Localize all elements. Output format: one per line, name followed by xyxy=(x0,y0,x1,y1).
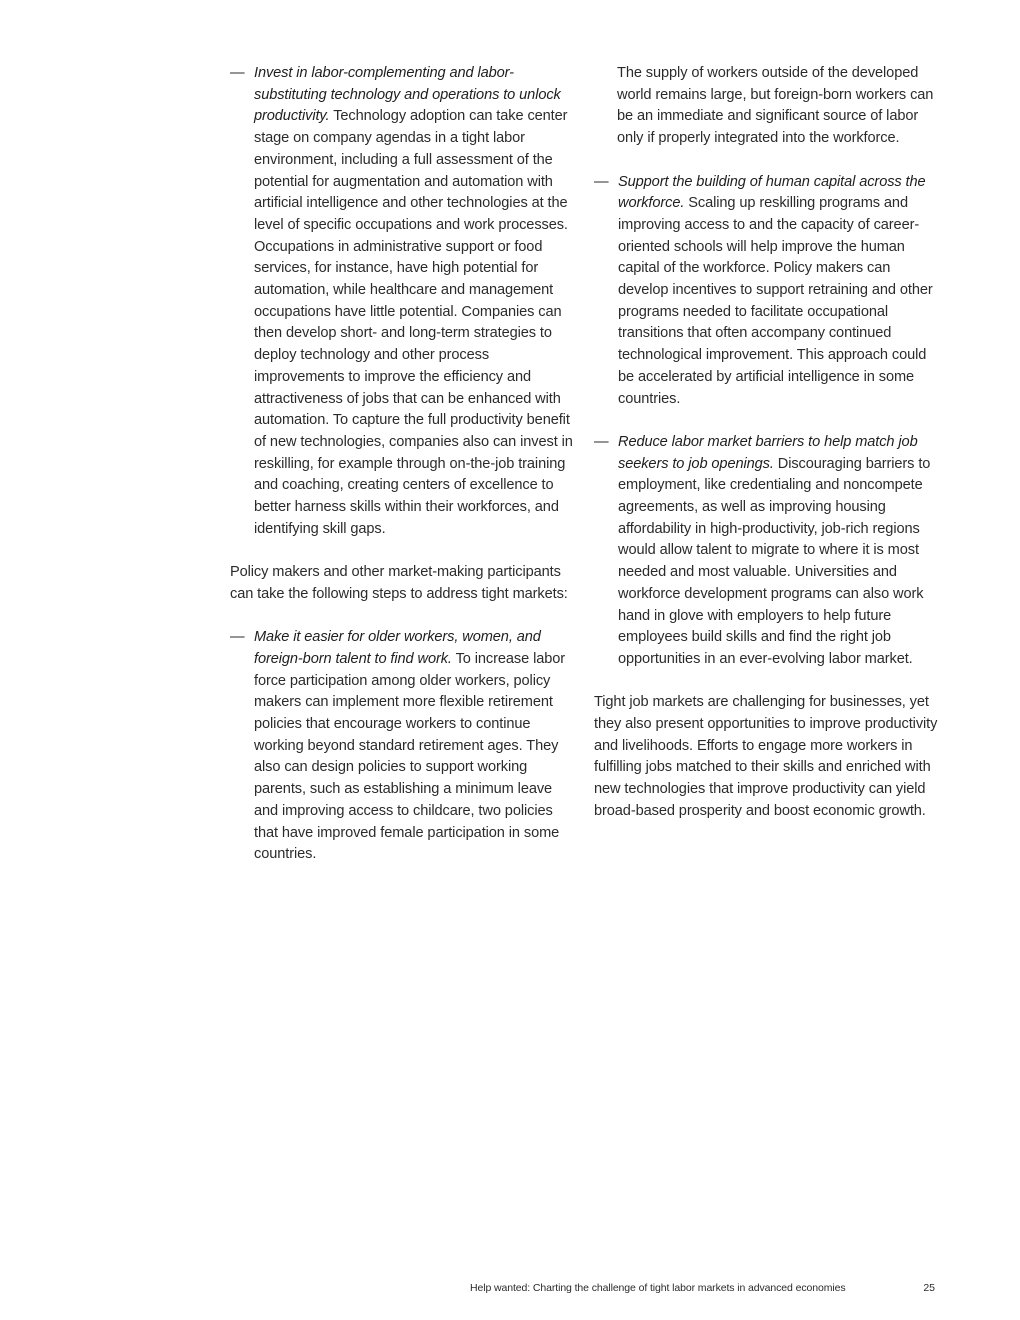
bullet-human-capital xyxy=(594,172,939,411)
bullet-body: Discouraging barriers to employment, like credentialing and noncompete agreements, as well as improving housing affordability in high-productivity, job-rich regions would allow talent to migrate to where it is most needed and most valuable. Universities and workforce development programs can also work hand in glove with employers to help future employees build skills and find the right job opportunities in an ever-evolving labor market. xyxy=(618,455,931,667)
bullet-text xyxy=(618,432,939,671)
bullet-body: Technology adoption can take center stage on company agendas in a tight labor environment, including a full assessment of the potential for augmentation and automation with artificial intelligence and other technologies at the level of specific occupations and work processes. Occupations in administrative support or food services, for instance, have high potential for automation, while healthcare and management occupations have little potential. Companies can then develop short- and long-term strategies to deploy technology and other process improvements to improve the efficiency and attractiveness of jobs that can be enhanced with automation. To capture the full productivity benefit of new technologies, companies also can invest in reskilling, for example through on-the-job training and coaching, creating centers of excellence to better harness skills within their workforces, and identifying skill gaps. xyxy=(254,108,573,537)
bullet-lead: Reduce labor market barriers to help match job seekers to job openings. xyxy=(618,433,918,472)
bullet-invest-technology xyxy=(230,63,575,540)
bullet-dash: — xyxy=(594,433,609,450)
bullet-lead: Support the building of human capital across the workforce. xyxy=(618,173,926,212)
page-footer xyxy=(470,1281,935,1295)
bullet-lead: Make it easier for older workers, women, and foreign-born talent to find work. xyxy=(254,629,541,667)
bullet-continuation: The supply of workers outside of the developed world remains large, but foreign-born workers can be an immediate and significant source of labor only if properly integrated into the workforce. xyxy=(617,65,934,147)
bullet-body: To increase labor force participation among older workers, policy makers can implement more flexible retirement policies that encourage workers to continue working beyond standard retirement ages. They also can design policies to support working parents, such as establishing a minimum leave and improving access to childcare, two policies that have improved female participation in some countries. xyxy=(254,650,566,863)
page-number: 25 xyxy=(923,1282,935,1294)
bullet-text xyxy=(254,63,575,540)
right-column xyxy=(594,63,939,823)
bullet-dash: — xyxy=(594,173,609,190)
bullet-body: Scaling up reskilling programs and improving access to and the capacity of career-oriented schools will help improve the human capital of the workforce. Policy makers can develop incentives to support retraining and other programs needed to facilitate occupational transitions that often accompany continued technological improvement. This approach could be accelerated by artificial intelligence in some countries. xyxy=(618,195,933,407)
footer-title: Help wanted: Charting the challenge of tight labor markets in advanced economies xyxy=(470,1282,846,1294)
conclusion-paragraph: Tight job markets are challenging for businesses, yet they also present opportunities to improve productivity and livelihoods. Efforts to engage more workers in fulfilling jobs matched to their skills and enriched with new technologies that improve productivity can yield broad-based prosperity and boost economic growth. xyxy=(594,694,938,819)
policy-intro-paragraph: Policy makers and other market-making participants can take the following steps to address tight markets: xyxy=(230,564,568,602)
bullet-labor-barriers xyxy=(594,432,939,671)
left-column xyxy=(230,63,575,866)
bullet-older-workers xyxy=(230,627,575,866)
bullet-dash: — xyxy=(230,65,245,81)
bullet-text xyxy=(254,627,575,866)
bullet-text xyxy=(618,172,939,411)
bullet-dash: — xyxy=(230,629,245,646)
bullet-lead: Invest in labor-complementing and labor-substituting technology and operations to unlock productivity. xyxy=(254,65,561,125)
